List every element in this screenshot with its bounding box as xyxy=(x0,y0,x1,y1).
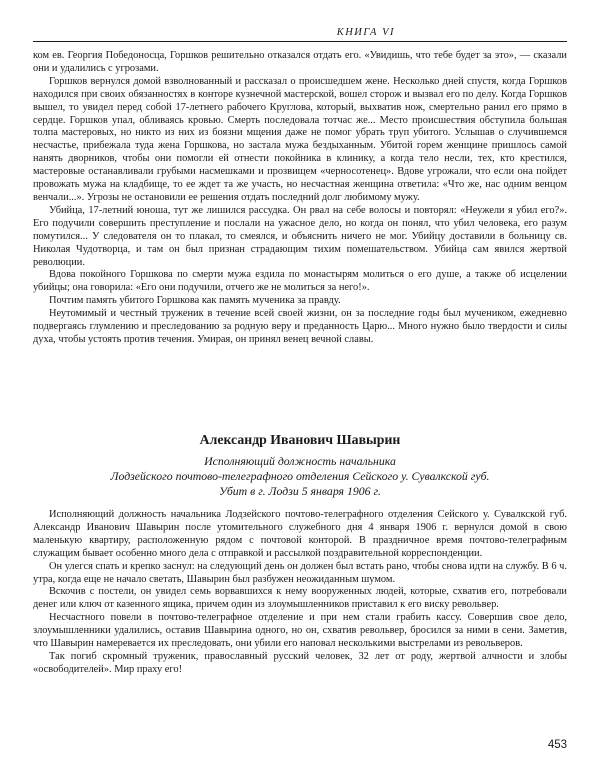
paragraph: Вдова покойного Горшкова по смерти мужа ездила по монастырям молиться о его душе, а также об исцелении убийцы; она говорила: «Его они подучили, отчего же не молиться за него!». xyxy=(33,269,567,294)
bottom-text-block xyxy=(33,509,567,677)
section-subtitle-office: Лодзейского почтово-телеграфного отделения Сейского у. Сувалкской губ. xyxy=(110,469,490,483)
paragraph: Горшков вернулся домой взволнованный и рассказал о происшедшем жене. Несколько дней спустя, когда Горшков находился при своих обязанностях в конторе кузнечной мастерской, вошел сторож и вызвал его по делу. Когда Горшков вышел, то увидел перед собой 17-летнего рабочего Круглова, который, выхватив нож, смертельно ранил его прямо в сердце. Горшков упал, обливаясь кровью. Смерть последовала тотчас же... Место происшествия обступила большая толпа мастеровых, но никто из них из боязни мщения даже не помог убрать труп убитого. Услышав о случившемся несчастье, прибежала туда жена Горшкова, но застала мужа бездыханным. Убитой горем женщине пришлось самой нанять дворников, чтобы они помогли ей отнести покойника в клинику, а когда тело несли, тех, кто крестился, мастеровые останавливали грубыми насмешками и прозвищем «черносотенец». Вдове угрожали, что если она пойдет провожать мужа на кладбище, то ее ждет та же участь, но несчастная женщина ответила: «Что же, нас одним венцом венчали...». Угрозы не остановили ее решения отдать последний долг любимому мужу. xyxy=(33,75,567,203)
paragraph: Убийца, 17-летний юноша, тут же лишился рассудка. Он рвал на себе волосы и повторял: «Неужели я убил его?». Его подучили совершить преступление и послали на ужасное дело, но когда он понял, что убил человека, его разум помутился... У следователя он то плакал, то смеялся, и объяснить ничего не мог. Убийцу доставили в больницу св. Николая Чудотворца, и там он был признан страдающим тихим помешательством. Убийца сам явился жертвой революции. xyxy=(33,204,567,268)
paragraph: Исполняющий должность начальника Лодзейского почтово-телеграфного отделения Сейского у. Сувалкской губ. Александр Иванович Шавырин после утомительного служебного дня 4 января 1906 г. вернулся домой в свою маленькую квартиру, расположенную рядом с почтовой конторой. В праздничное время почтово-телеграфным служащим бывает особенно много дела с отправкой и рассылкой поздравительной корреспонденции. xyxy=(33,509,567,559)
page-number: 453 xyxy=(547,739,567,751)
section-subtitle-death: Убит в г. Лодзи 5 января 1906 г. xyxy=(219,484,381,498)
paragraph: Так погиб скромный труженик, православный русский человек, 32 лет от роду, жертвой алчности и злобы «освободителей». Мир праху его! xyxy=(33,650,567,675)
top-text-block xyxy=(33,50,567,347)
paragraph: ком ев. Георгия Победоносца, Горшков решительно отказался отдать его. «Увидишь, что тебе будет за это», — сказали они и удалились с угрозами. xyxy=(33,50,567,74)
paragraph: Вскочив с постели, он увидел семь ворвавшихся к нему вооруженных людей, которые, схватив его, потребовали денег или ключ от казенного ящика, причем один из злоумышленников приставил к его виску револьвер. xyxy=(33,586,567,611)
paragraph: Несчастного повели в почтово-телеграфное отделение и при нем стали грабить кассу. Совершив свое дело, злоумышленники удалились, оставив Шавырина одного, но он, схватив револьвер, бросился за ними в сени. Заметив, что Шавырин намеревается их преследовать, они убили его наповал несколькими выстрелами из револьверов. xyxy=(33,612,567,650)
section-title: Александр Иванович Шавырин xyxy=(199,432,401,447)
section-subtitle-position: Исполняющий должность начальника xyxy=(204,454,396,468)
section-heading xyxy=(33,432,567,499)
paragraph: Он улегся спать и крепко заснул: на следующий день он должен был встать рано, чтобы снова идти на службу. В 6 ч. утра, когда еще не начало светать, Шавырин был разбужен неожиданным шумом. xyxy=(33,560,567,585)
paragraph: Почтим память убитого Горшкова как память мученика за правду. xyxy=(49,295,341,307)
running-head: КНИГА VI xyxy=(33,27,567,42)
paragraph: Неутомимый и честный труженик в течение всей своей жизни, он за последние годы был мучеником, ежедневно подвергаясь глумлению и преследованию за родную веру и преданность Царю... Много нужно было твердости и силы духа, чтобы устоять против течения. Умирая, он принял венец вечной славы. xyxy=(33,308,567,345)
